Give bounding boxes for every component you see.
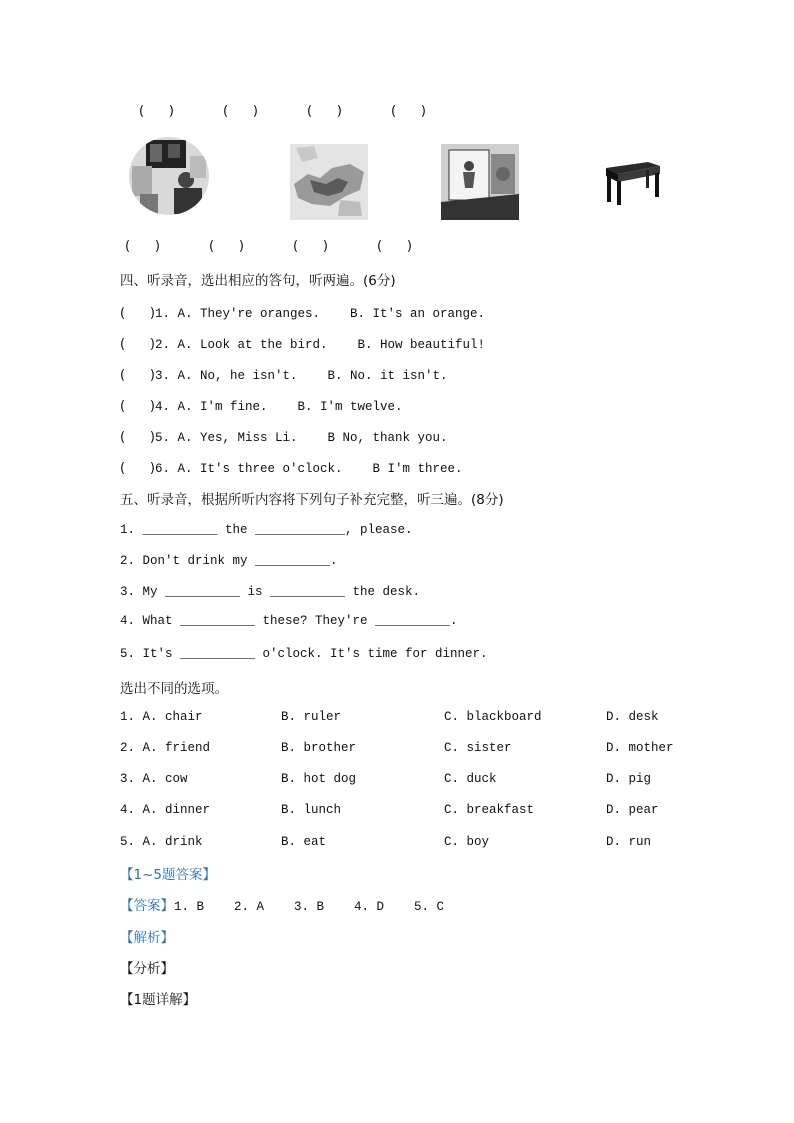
section4-item-5 <box>120 426 448 445</box>
option-b: B. brother <box>281 741 357 755</box>
drawing-picture <box>441 144 519 220</box>
detail-label: 【1题详解】 <box>120 992 197 1008</box>
section4-item-2 <box>120 333 485 352</box>
section4-heading: 四、听录音，选出相应的答句，听两遍。(6分) <box>120 273 396 289</box>
option-a: 2. A. friend <box>120 741 211 755</box>
option-b: B. ruler <box>281 710 342 724</box>
section5-item-2: 2. Don't drink my __________. <box>120 554 338 568</box>
classroom-picture <box>128 136 210 216</box>
top-paren-4: ( ) <box>391 104 426 119</box>
section4-item-3 <box>120 364 448 383</box>
answer-paren: ( ) <box>120 337 155 352</box>
option-d: D. pear <box>606 803 659 817</box>
bottom-paren-1: ( ) <box>125 239 160 254</box>
top-paren-3: ( ) <box>307 104 342 119</box>
answers-values: 1. B 2. A 3. B 4. D 5. C <box>174 900 445 914</box>
question-text: 6. A. It's three o'clock. B I'm three. <box>154 462 463 476</box>
bottom-paren-3: ( ) <box>293 239 328 254</box>
answers-label: 【答案】 <box>120 898 174 914</box>
option-a: 3. A. cow <box>120 772 188 786</box>
option-b: B. hot dog <box>281 772 357 786</box>
top-paren-2: ( ) <box>223 104 258 119</box>
option-d: D. run <box>606 835 652 849</box>
section4-item-6 <box>120 457 463 476</box>
option-b: B. eat <box>281 835 327 849</box>
answer-paren: ( ) <box>120 399 155 414</box>
option-d: D. pig <box>606 772 652 786</box>
question-text: 2. A. Look at the bird. B. How beautiful! <box>154 338 485 352</box>
question-text: 5. A. Yes, Miss Li. B No, thank you. <box>154 431 448 445</box>
map-picture <box>290 144 368 220</box>
answer-paren: ( ) <box>120 430 155 445</box>
answer-paren: ( ) <box>120 461 155 476</box>
section5-item-4: 4. What __________ these? They're __________. <box>120 614 458 628</box>
option-a: 1. A. chair <box>120 710 203 724</box>
section5-item-3: 3. My __________ is __________ the desk. <box>120 585 421 599</box>
answers-line <box>120 894 444 914</box>
question-text: 4. A. I'm fine. B. I'm twelve. <box>154 400 403 414</box>
top-paren-1: ( ) <box>139 104 174 119</box>
option-a: 4. A. dinner <box>120 803 211 817</box>
desk-picture <box>602 156 664 206</box>
answers-title: 【1~5题答案】 <box>120 867 216 883</box>
option-c: C. duck <box>444 772 497 786</box>
answer-paren: ( ) <box>120 368 155 383</box>
fenxi-label: 【分析】 <box>120 961 174 977</box>
bottom-paren-2: ( ) <box>209 239 244 254</box>
option-c: C. boy <box>444 835 490 849</box>
section4-item-4 <box>120 395 402 414</box>
option-c: C. sister <box>444 741 512 755</box>
section5-heading: 五、听录音，根据所听内容将下列句子补充完整，听三遍。(8分) <box>120 492 504 508</box>
option-d: D. desk <box>606 710 659 724</box>
analysis-label: 【解析】 <box>120 930 174 946</box>
answer-paren: ( ) <box>120 306 155 321</box>
section6-heading: 选出不同的选项。 <box>120 681 228 697</box>
question-text: 1. A. They're oranges. B. It's an orange. <box>154 307 485 321</box>
section5-item-1: 1. __________ the ____________, please. <box>120 523 413 537</box>
bottom-paren-4: ( ) <box>377 239 412 254</box>
option-d: D. mother <box>606 741 674 755</box>
question-text: 3. A. No, he isn't. B. No. it isn't. <box>154 369 448 383</box>
option-c: C. breakfast <box>444 803 535 817</box>
section4-item-1 <box>120 302 485 321</box>
option-b: B. lunch <box>281 803 342 817</box>
section5-item-5: 5. It's __________ o'clock. It's time for dinner. <box>120 647 488 661</box>
option-c: C. blackboard <box>444 710 542 724</box>
option-a: 5. A. drink <box>120 835 203 849</box>
